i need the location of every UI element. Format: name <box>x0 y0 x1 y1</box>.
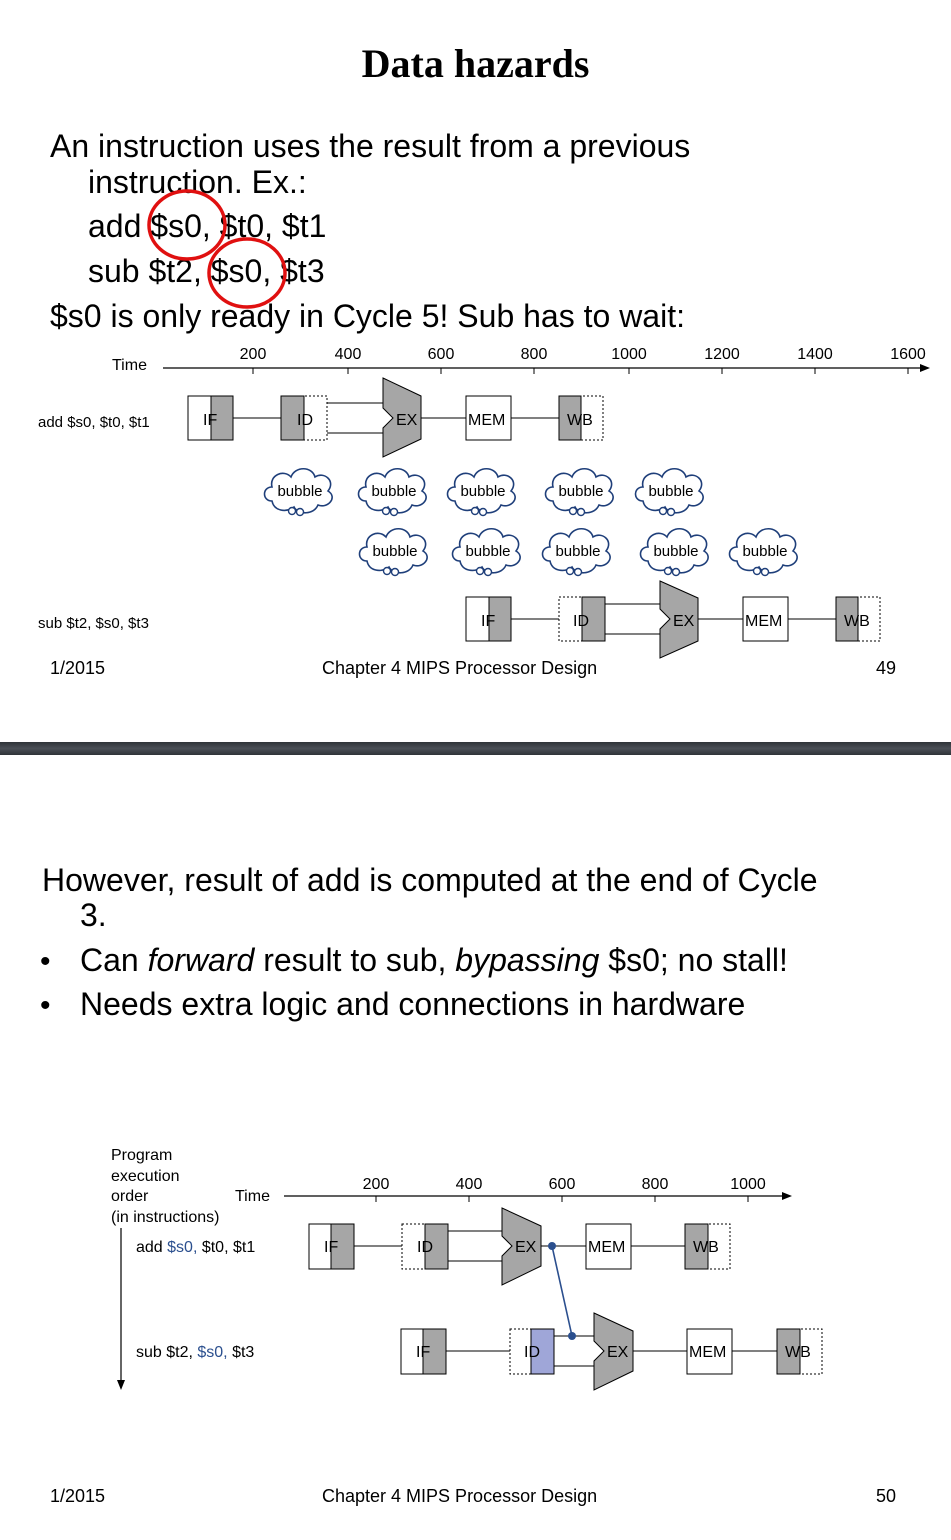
add-id-stage <box>402 1224 448 1269</box>
bubble <box>265 469 333 516</box>
svg-text:bubble: bubble <box>277 483 323 500</box>
pipeline-diagram-forwarding <box>0 1140 951 1400</box>
slide1-line-1: An instruction uses the result from a previous <box>50 128 691 164</box>
svg-text:Program: Program <box>111 1147 173 1164</box>
tick-1200: 1200 <box>704 346 740 363</box>
tick-1400: 1400 <box>797 346 833 363</box>
bubble <box>360 529 428 576</box>
svg-text:EX: EX <box>673 613 695 630</box>
sub-ex-stage <box>660 581 698 658</box>
sub-if-stage <box>466 597 511 641</box>
instr-add-label: add $s0, $t0, $t1 <box>136 1239 256 1256</box>
svg-text:EX: EX <box>607 1344 629 1361</box>
bubble <box>543 529 611 576</box>
tick-600: 600 <box>427 346 455 363</box>
svg-text:MEM: MEM <box>745 613 783 630</box>
svg-text:bubble: bubble <box>653 543 699 560</box>
svg-text:MEM: MEM <box>468 412 506 429</box>
order-axis-arrow <box>117 1380 125 1390</box>
instr-add-label: add $s0, $t0, $t1 <box>38 414 150 431</box>
svg-text:bubble: bubble <box>742 543 788 560</box>
forwarding-path <box>548 1242 576 1340</box>
add-ex-stage <box>383 378 421 457</box>
forward-source-dot <box>548 1242 556 1250</box>
sub-wb-stage <box>836 597 880 641</box>
tick-800: 800 <box>641 1176 669 1193</box>
bullet-dot: • <box>40 945 51 978</box>
slide2-footer-page: 50 <box>876 1486 897 1506</box>
tick-1000: 1000 <box>611 346 647 363</box>
slide1-footer-page: 49 <box>876 658 897 678</box>
time-label: Time <box>112 357 147 374</box>
add-ex-stage <box>502 1208 541 1285</box>
bubble <box>453 529 521 576</box>
time-axis-arrow <box>920 364 930 372</box>
svg-text:IF: IF <box>481 613 496 630</box>
svg-text:WB: WB <box>693 1239 719 1256</box>
time-label: Time <box>235 1188 270 1205</box>
slide2-bullet-2: • Needs extra logic and connections in hardware <box>40 986 746 1022</box>
instr-sub-label: sub $t2, $s0, $t3 <box>136 1344 255 1361</box>
tick-800: 800 <box>520 346 548 363</box>
tick-200: 200 <box>362 1176 390 1193</box>
tick-600: 600 <box>548 1176 576 1193</box>
tick-1600: 1600 <box>890 346 926 363</box>
bubble <box>448 469 516 516</box>
bullet-dot: • <box>40 989 51 1022</box>
add-wb-stage <box>685 1224 730 1269</box>
tick-1000: 1000 <box>730 1176 766 1193</box>
time-axis-ticks <box>240 346 926 374</box>
svg-text:order: order <box>111 1188 149 1205</box>
slide1-footer-center: Chapter 4 MIPS Processor Design <box>322 658 598 678</box>
sub-ex-stage <box>594 1313 633 1390</box>
slide1-line-2: instruction. Ex.: <box>88 164 307 200</box>
sub-id-stage <box>510 1329 554 1374</box>
slide1-title: Data hazards <box>361 41 590 86</box>
svg-text:MEM: MEM <box>588 1239 626 1256</box>
time-axis-arrow <box>782 1192 792 1200</box>
bubble <box>546 469 614 516</box>
tick-400: 400 <box>455 1176 483 1193</box>
slide1-line-sub: sub $t2, $s0, $t3 <box>88 253 325 289</box>
add-wb-stage <box>559 396 603 440</box>
svg-text:bubble: bubble <box>558 483 604 500</box>
svg-text:EX: EX <box>396 412 418 429</box>
time-axis-ticks <box>363 1176 766 1202</box>
svg-text:EX: EX <box>515 1239 537 1256</box>
sub-mem-stage <box>687 1329 732 1374</box>
slide2-line-1: However, result of add is computed at the end of Cycle <box>42 862 818 898</box>
slide1-line-add: add $s0, $t0, $t1 <box>88 208 327 244</box>
bubbles-row-2 <box>360 529 798 576</box>
svg-text:bubble: bubble <box>372 543 418 560</box>
add-if-stage <box>309 1224 354 1269</box>
svg-text:execution: execution <box>111 1168 180 1185</box>
tick-400: 400 <box>334 346 362 363</box>
slide1-footer-date: 1/2015 <box>50 658 106 678</box>
svg-text:ID: ID <box>524 1344 540 1361</box>
pipeline-diagram-stall <box>0 335 951 665</box>
svg-text:IF: IF <box>324 1239 339 1256</box>
add-if-stage <box>188 396 233 440</box>
sub-mem-stage <box>743 597 788 641</box>
bubble <box>636 469 704 516</box>
svg-text:bubble: bubble <box>648 483 694 500</box>
bubbles-row-1 <box>265 469 704 516</box>
add-mem-stage <box>466 396 511 440</box>
slide-divider <box>0 742 951 755</box>
add-id-stage <box>281 396 327 440</box>
circle-sub-s0 <box>209 239 285 307</box>
slide2-footer-date: 1/2015 <box>50 1486 106 1506</box>
sub-wb-stage <box>777 1329 822 1374</box>
svg-text:bubble: bubble <box>460 483 506 500</box>
highlight-circles <box>0 0 951 340</box>
sub-id-stage <box>559 597 605 641</box>
slide2-line-1-cont: 3. <box>80 897 107 933</box>
circle-add-s0 <box>149 191 225 259</box>
svg-text:ID: ID <box>573 613 589 630</box>
svg-text:WB: WB <box>785 1344 811 1361</box>
svg-text:ID: ID <box>297 412 313 429</box>
add-mem-stage <box>586 1224 631 1269</box>
bubble <box>730 529 798 576</box>
svg-text:WB: WB <box>567 412 593 429</box>
svg-text:IF: IF <box>416 1344 431 1361</box>
instr-sub-label: sub $t2, $s0, $t3 <box>38 615 149 632</box>
svg-text:bubble: bubble <box>555 543 601 560</box>
svg-text:bubble: bubble <box>465 543 511 560</box>
forward-dest-dot <box>568 1332 576 1340</box>
svg-text:MEM: MEM <box>689 1344 727 1361</box>
bubble <box>641 529 709 576</box>
svg-text:bubble: bubble <box>371 483 417 500</box>
tick-200: 200 <box>239 346 267 363</box>
sub-if-stage <box>401 1329 446 1374</box>
slide1-line-ready: $s0 is only ready in Cycle 5! Sub has to wait: <box>50 298 685 334</box>
slide2-bullet-1: • Can forward result to sub, bypassing $s0; no stall! <box>40 942 788 978</box>
svg-text:IF: IF <box>203 412 218 429</box>
svg-text:(in instructions): (in instructions) <box>111 1209 220 1226</box>
slide2-footer-center: Chapter 4 MIPS Processor Design <box>322 1486 598 1506</box>
svg-text:ID: ID <box>417 1239 433 1256</box>
program-order-label <box>111 1147 219 1226</box>
bubble <box>359 469 427 516</box>
svg-text:WB: WB <box>844 613 870 630</box>
